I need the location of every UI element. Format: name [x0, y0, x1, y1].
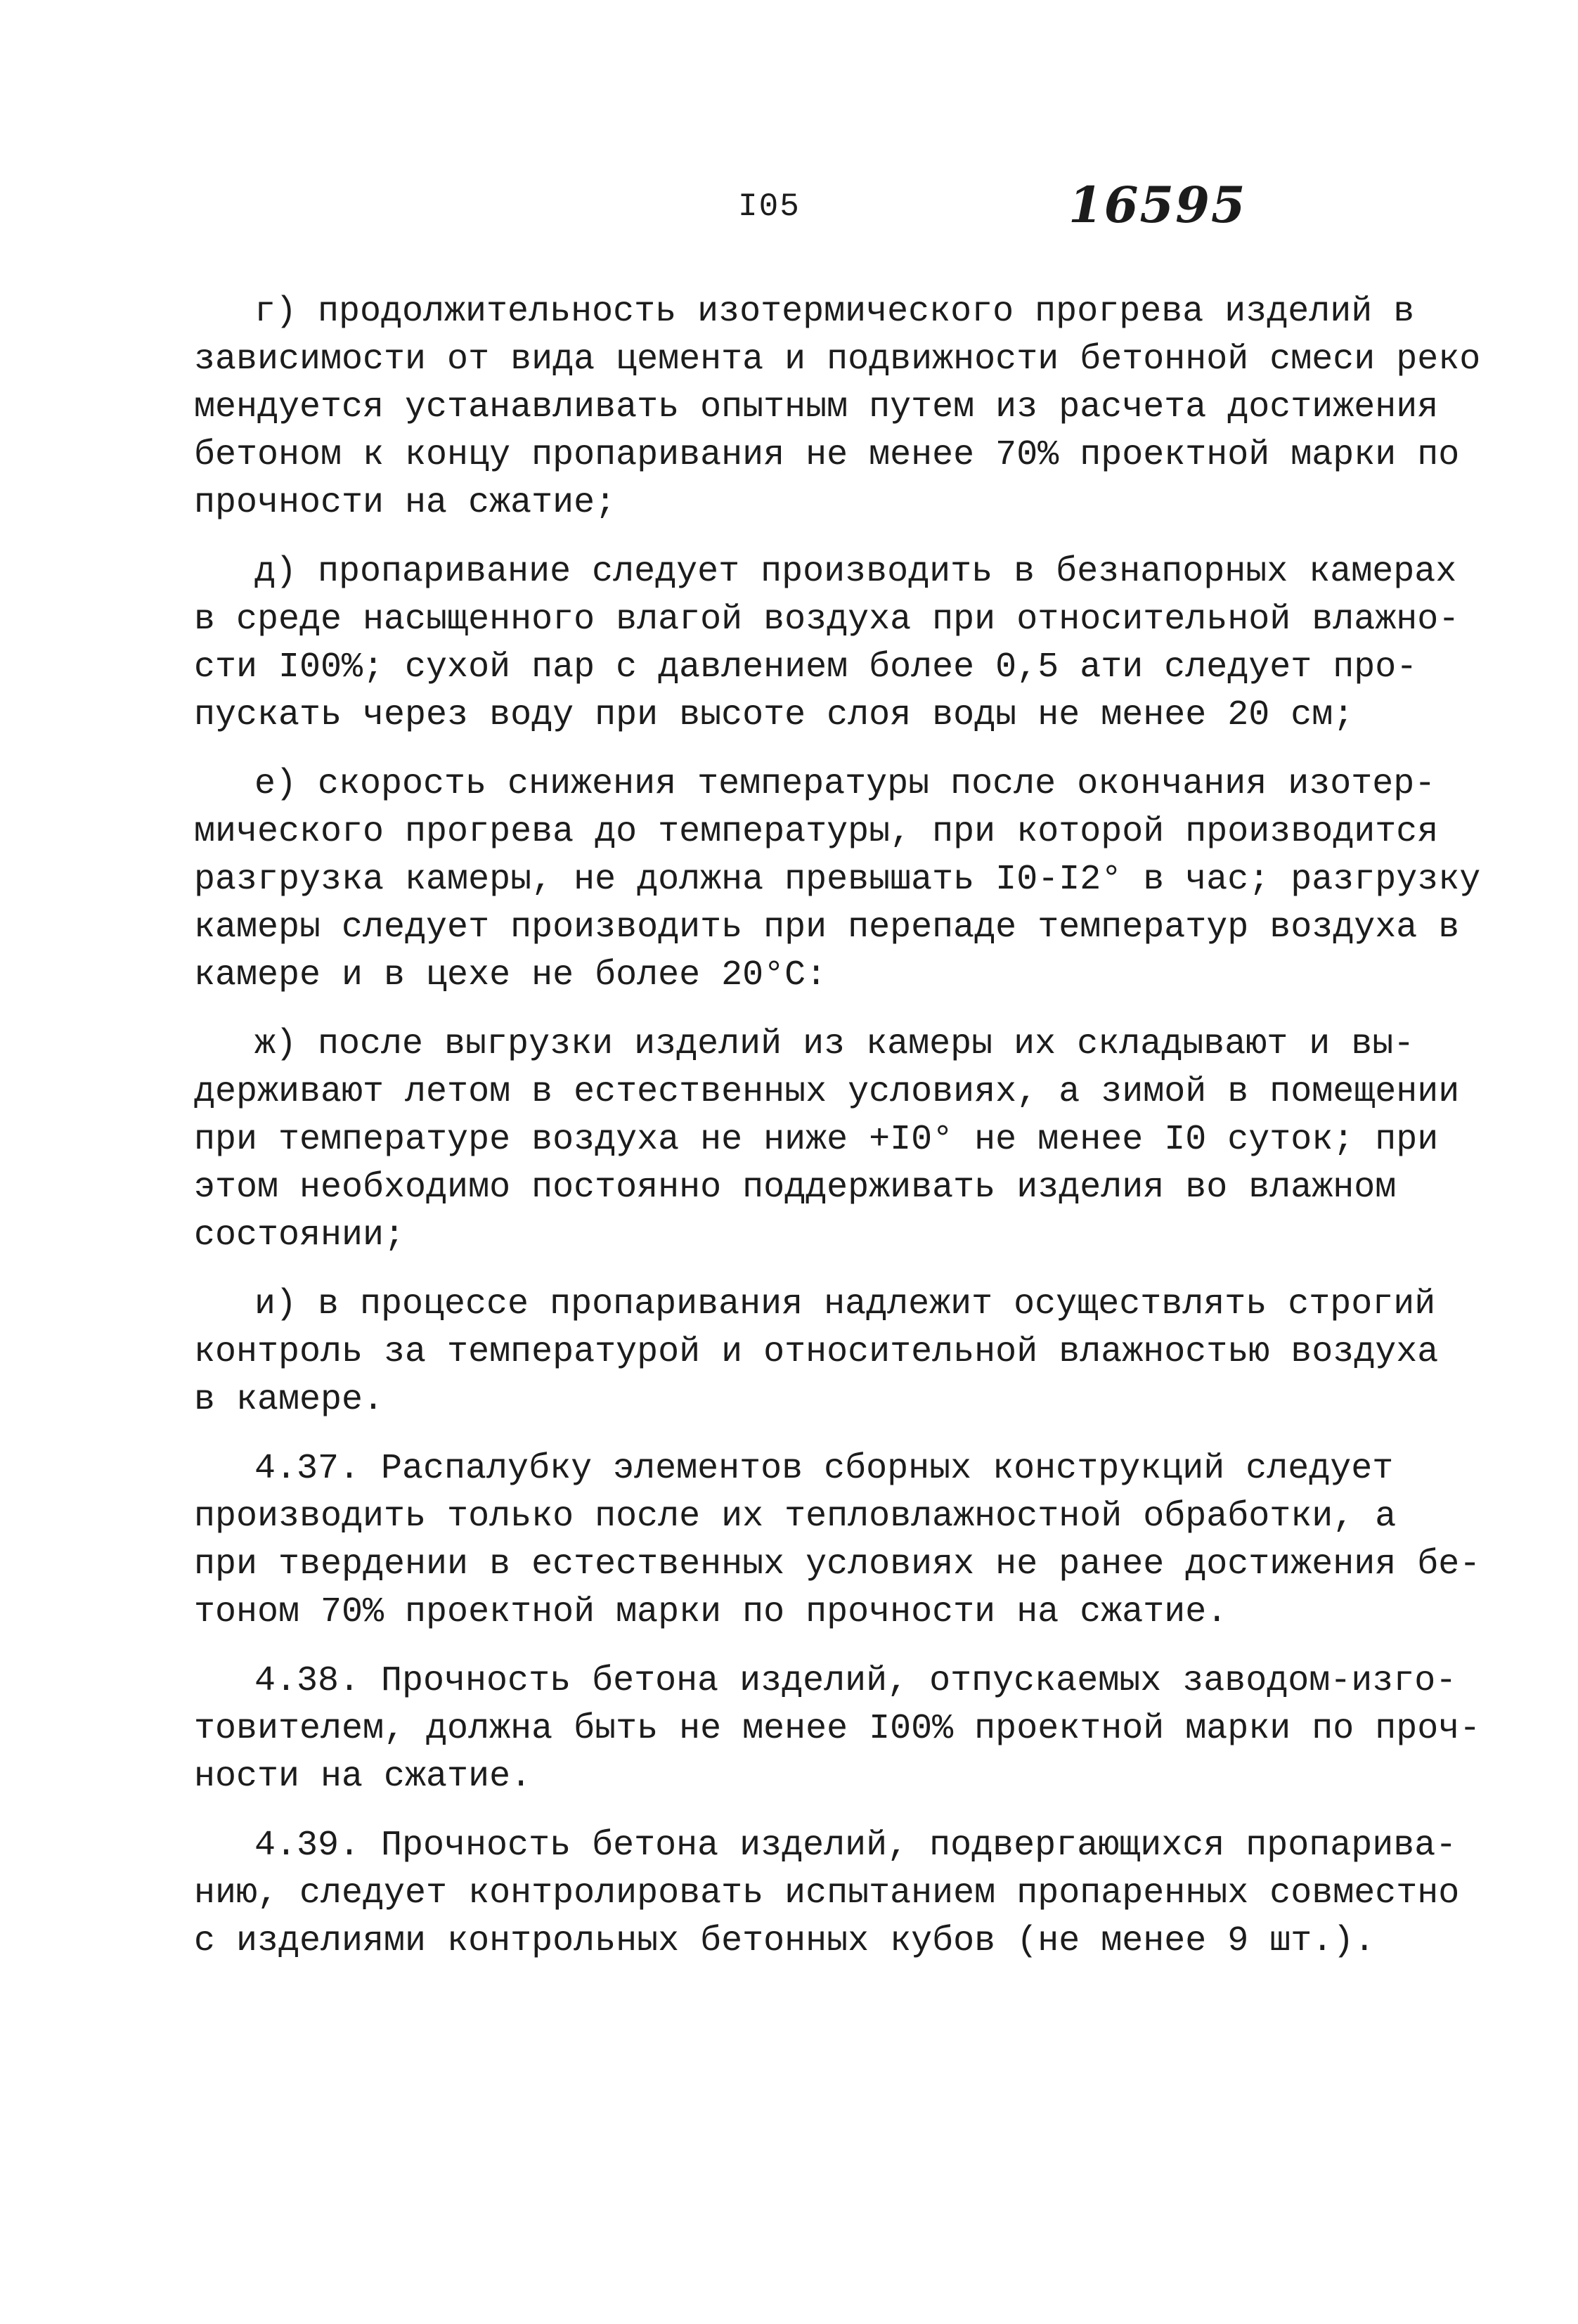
text-line: сти I00%; сухой пар с давлением более 0,5 ати следует про-	[194, 647, 1418, 687]
section-4-38	[194, 1658, 1481, 1801]
paragraph-g	[194, 288, 1481, 527]
text-line: бетоном к концу пропаривания не менее 70% проектной марки по	[194, 435, 1460, 475]
text-line: при твердении в естественных условиях не ранее достижения бе-	[194, 1544, 1481, 1584]
text-line: ности на сжатие.	[194, 1757, 532, 1797]
text-line: состоянии;	[194, 1215, 406, 1255]
text-line: зависимости от вида цемента и подвижности бетонной смеси реко	[194, 340, 1481, 380]
text-line: разгрузка камеры, не должна превышать I0-I2° в час; разгрузку	[194, 860, 1481, 900]
text-line: мендуется устанавливать опытным путем из расчета достижения	[194, 387, 1439, 427]
text-line: держивают летом в естественных условиях, а зимой в помещении	[194, 1072, 1460, 1112]
text-line: и) в процессе пропаривания надлежит осуществлять строгий	[254, 1284, 1436, 1324]
page-number: I05	[738, 188, 801, 225]
text-line: в камере.	[194, 1380, 384, 1420]
section-4-39	[194, 1822, 1460, 1965]
text-line: г) продолжительность изотермического прогрева изделий в	[254, 292, 1415, 332]
text-line: товителем, должна быть не менее I00% проектной марки по проч-	[194, 1709, 1481, 1749]
text-line: камеры следует производить при перепаде температур воздуха в	[194, 908, 1460, 948]
text-line: 4.39. Прочность бетона изделий, подвергающихся пропарива-	[254, 1826, 1457, 1866]
text-line: тоном 70% проектной марки по прочности на сжатие.	[194, 1592, 1228, 1632]
text-line: этом необходимо постоянно поддерживать изделия во влажном	[194, 1168, 1397, 1208]
text-line: 4.37. Распалубку элементов сборных конструкций следует	[254, 1449, 1394, 1489]
text-line: 4.38. Прочность бетона изделий, отпускаемых заводом-изго-	[254, 1661, 1457, 1701]
body-text	[194, 288, 1481, 1987]
text-line: пускать через воду при высоте слоя воды не менее 20 см;	[194, 695, 1354, 735]
text-line: прочности на сжатие;	[194, 483, 616, 523]
paragraph-e	[194, 761, 1481, 1000]
text-line: в среде насыщенного влагой воздуха при относительной влажно-	[194, 600, 1460, 640]
text-line: камере и в цехе не более 20°С:	[194, 955, 827, 995]
paragraph-d	[194, 548, 1460, 740]
text-line: производить только после их тепловлажностной обработки, а	[194, 1497, 1397, 1537]
text-line: ж) после выгрузки изделий из камеры их складывают и вы-	[254, 1024, 1415, 1064]
paragraph-zh	[194, 1021, 1460, 1260]
text-line: контроль за температурой и относительной влажностью воздуха	[194, 1332, 1439, 1372]
handwritten-document-id: 16595	[1068, 176, 1247, 234]
text-line: нию, следует контролировать испытанием пропаренных совместно	[194, 1873, 1460, 1913]
text-line: с изделиями контрольных бетонных кубов (не менее 9 шт.).	[194, 1921, 1376, 1961]
text-line: д) пропаривание следует производить в безнапорных камерах	[254, 552, 1457, 592]
paragraph-i	[194, 1281, 1439, 1424]
text-line: мического прогрева до температуры, при которой производится	[194, 812, 1439, 852]
text-line: е) скорость снижения температуры после окончания изотер-	[254, 764, 1436, 804]
text-line: при температуре воздуха не ниже +I0° не менее I0 суток; при	[194, 1120, 1439, 1160]
section-4-37	[194, 1445, 1481, 1637]
